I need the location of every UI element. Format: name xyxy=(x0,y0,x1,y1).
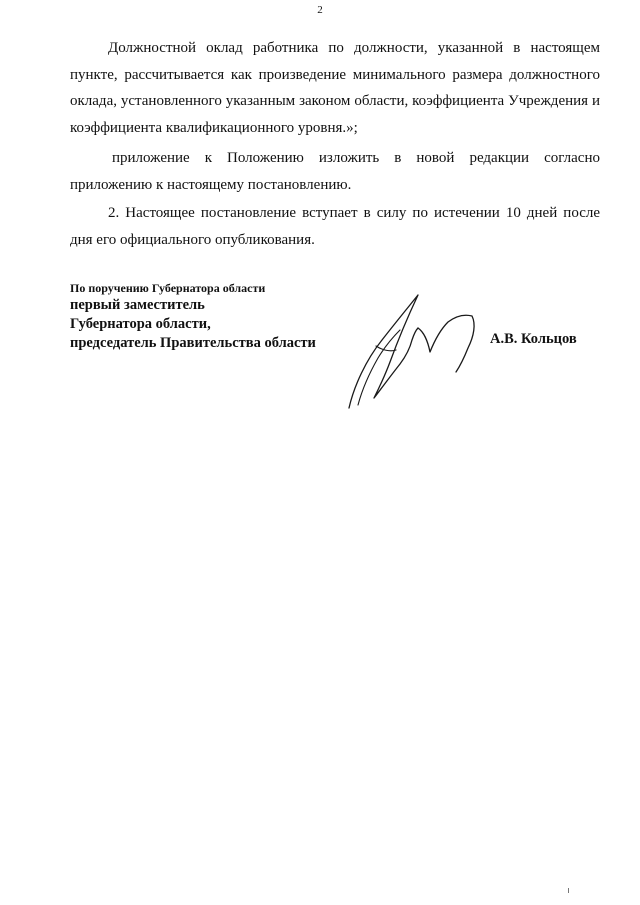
handwritten-signature xyxy=(340,290,490,415)
by-order-line: По поручению Губернатора области xyxy=(70,281,266,295)
position-line-3: председатель Правительства области xyxy=(70,335,316,351)
paragraph-effective-date: 2. Настоящее постановление вступает в силу по истечении 10 дней после дня его официального опубликования. xyxy=(70,205,600,248)
signatory-name: А.В. Кольцов xyxy=(490,331,577,347)
position-line-2: Губернатора области, xyxy=(70,316,211,332)
paragraph-appendix-amendment: приложение к Положению изложить в новой редакции согласно приложению к настоящему постановлению. xyxy=(70,150,600,193)
paragraph-salary-calculation: Должностной оклад работника по должности, указанной в настоящем пункте, рассчитывается как произведение минимального размера должностного оклада, установленного указанным законом области, коэффициента Учреждения и коэффициента квалификационного уровня.»; xyxy=(70,40,600,136)
position-line-1: первый заместитель xyxy=(70,297,205,313)
page-number: 2 xyxy=(317,4,323,16)
scan-mark xyxy=(568,888,569,893)
signature-block xyxy=(70,280,316,353)
